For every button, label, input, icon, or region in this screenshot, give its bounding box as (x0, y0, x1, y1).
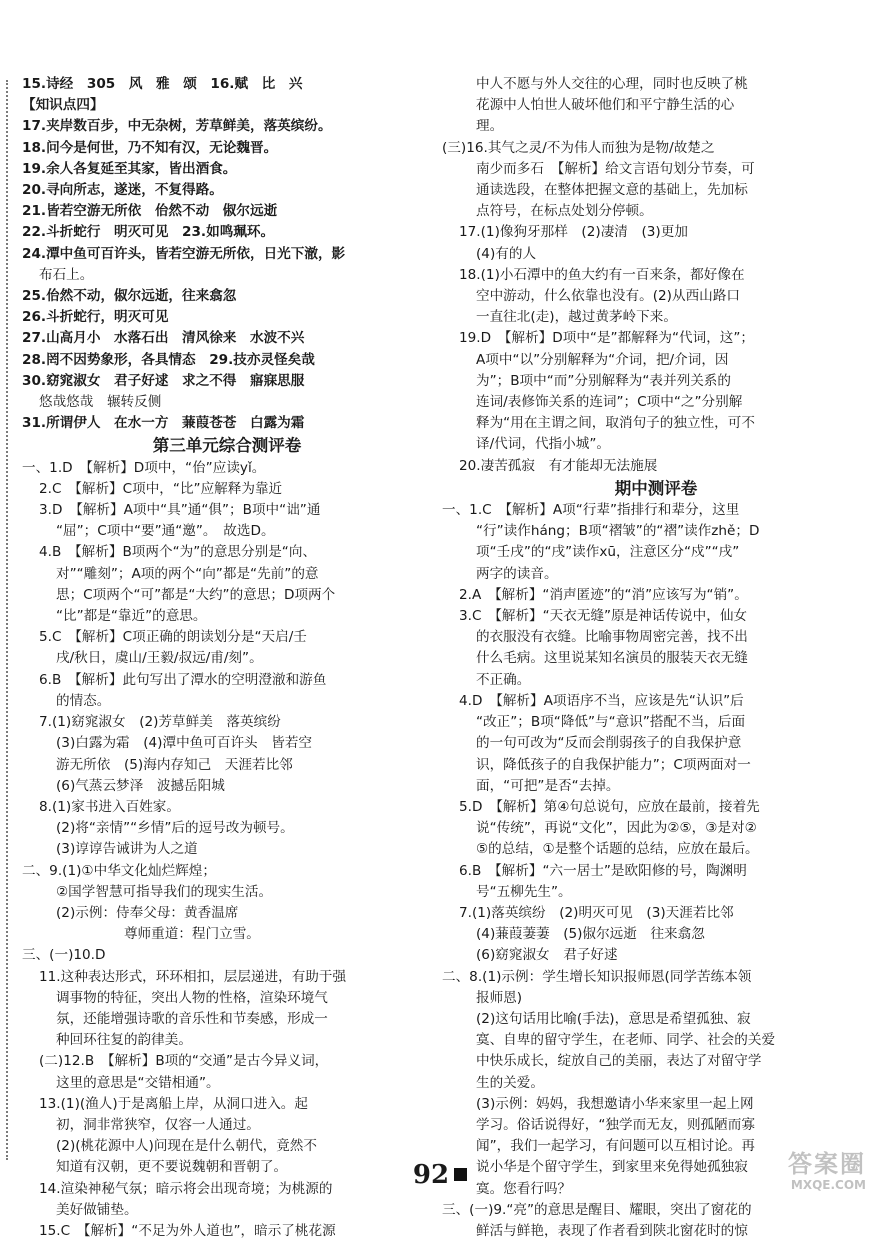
answer-line: 识，降低孩子的自我保护能力”；C项两面对一 (476, 756, 751, 773)
answer-line: 【知识点四】 (22, 97, 104, 114)
answer-line: 30.窈窕淑女 君子好逑 求之不得 寤寐思服 (22, 372, 305, 389)
answer-line: 鲜活与鲜艳，表现了作者看到陕北窗花时的惊 (476, 1222, 748, 1239)
answer-line: 初，洞非常狭窄，仅容一人通过。 (56, 1116, 260, 1133)
answer-line: 美好做铺垫。 (56, 1201, 138, 1218)
answer-line: 19.D 【解析】D项中“是”都解释为“代词，这”； (459, 330, 755, 347)
answer-line: 22.斗折蛇行 明灭可见 23.如鸣珮环。 (22, 224, 275, 241)
answer-line: 说小华是个留守学生，到家里来免得她孤独寂 (476, 1159, 748, 1176)
answer-line: 18.(1)小石潭中的鱼大约有一百来条，都好像在 (459, 266, 745, 283)
answer-line: “改正”；B项“降低”与“意识”搭配不当，后面 (476, 714, 746, 731)
answer-line: 游无所依 (5)海内存知己 天涯若比邻 (56, 756, 293, 773)
answer-line: 二、8.(1)示例：学生增长知识报师恩(同学苦练本领 (442, 968, 752, 985)
watermark-url: MXQE.COM (790, 1178, 866, 1192)
answer-line: 31.所谓伊人 在水一方 蒹葭苍苍 白露为霜 (22, 415, 305, 432)
answer-line: 两字的读音。 (476, 565, 558, 582)
answer-line: 三、(一)10.D (22, 947, 106, 964)
answer-line: 寞。您看行吗？ (476, 1180, 572, 1197)
page-number: 92 (412, 1160, 450, 1190)
answer-line: “屈”；C项中“要”通“邀”。 故选D。 (56, 523, 275, 540)
answer-line: 一、1.D 【解析】D项中，“佁”应读yǐ。 (22, 459, 266, 476)
answer-line: 6.B 【解析】此句写出了潭水的空明澄澈和游鱼 (39, 671, 327, 688)
answer-line: 13.(1)(渔人)于是离船上岸，从洞口进入。起 (39, 1095, 308, 1112)
answer-line: 14.渲染神秘气氛；暗示将会出现奇境；为桃源的 (39, 1180, 333, 1197)
answer-line: 说“传统”，再说“文化”，因此为②⑤，③是对② (476, 820, 757, 837)
answer-line: 南少而多石 【解析】给文言语句划分节奏，可 (476, 160, 755, 177)
answer-line: ⑤的总结，①是整个话题的总结，应放在最后。 (476, 841, 759, 858)
answer-line: 寞、自卑的留守学生，在老师、同学、社会的关爱 (476, 1032, 776, 1049)
answer-line: 释为“用在主谓之间，取消句子的独立性，可不 (476, 415, 755, 432)
answer-line: (6)气蒸云梦泽 波撼岳阳城 (56, 777, 225, 794)
answer-line: 闻”，我们一起学习，有问题可以互相讨论。再 (476, 1138, 755, 1155)
answer-line: 布石上。 (39, 266, 94, 283)
answer-line: 27.山高月小 水落石出 清风徐来 水波不兴 (22, 330, 305, 347)
answer-line: 连词/表修饰关系的连词”；C项中“之”分别解 (476, 394, 743, 411)
answer-line: 20.凄苦孤寂 有才能却无法施展 (459, 457, 658, 474)
answer-line: 不正确。 (476, 671, 531, 688)
answer-line: 学习。俗话说得好，“独学而无友，则孤陋而寡 (476, 1116, 755, 1133)
answer-line: “行”读作háng；B项“褶皱”的“褶”读作zhě；D (476, 523, 760, 540)
answer-line: 知道有汉朝，更不要说魏朝和晋朝了。 (56, 1159, 288, 1176)
binding-dotted-line (6, 80, 8, 1160)
watermark (716, 1150, 866, 1196)
answer-line: 6.B 【解析】“六一居士”是欧阳修的号，陶渊明 (459, 862, 747, 879)
answer-line: 戌/秋日，虞山/王毅/叔远/甫/刻”。 (56, 650, 263, 667)
section-heading: 期中测评卷 (614, 478, 698, 498)
answer-line: 19.余人各复延至其家，皆出酒食。 (22, 160, 237, 177)
answer-line: 的一句可改为“反而会削弱孩子的自我保护意 (476, 735, 742, 752)
answer-line: (6)窈窕淑女 君子好逑 (476, 947, 618, 964)
answer-line: 20.寻向所志，遂迷，不复得路。 (22, 182, 223, 199)
right-column (442, 74, 870, 1242)
answer-line: (4)有的人 (476, 245, 537, 262)
answer-line: 思；C项两个“可”都是“大约”的意思；D项两个 (56, 586, 336, 603)
answer-line: 2.A 【解析】“消声匿迹”的“消”应该写为“销”。 (459, 586, 748, 603)
answer-line: 生的关爱。 (476, 1074, 544, 1091)
answer-line: 一、1.C 【解析】A项“行辈”指排行和辈分，这里 (442, 502, 740, 519)
answer-line: 二、9.(1)①中华文化灿烂辉煌； (22, 862, 216, 879)
answer-line: 氛，还能增强诗歌的音乐性和节奏感，形成一 (56, 1010, 328, 1027)
answer-line: (2)将“亲情”“乡情”后的逗号改为顿号。 (56, 820, 294, 837)
answer-line: 26.斗折蛇行，明灭可见 (22, 309, 169, 326)
answer-line: 2.C 【解析】C项中，“比”应解释为靠近 (39, 480, 283, 497)
answer-line: 28.罔不因势象形，各具情态 29.技亦灵怪矣哉 (22, 351, 315, 368)
answer-line: 7.(1)窈窕淑女 (2)芳草鲜美 落英缤纷 (39, 714, 281, 731)
answer-line: 3.C 【解析】“天衣无缝”原是神话传说中，仙女 (459, 608, 748, 625)
answer-line: A项中“以”分别解释为“介词，把/介词，因 (476, 351, 729, 368)
answer-line: 点符号，在标点处划分停顿。 (476, 203, 653, 220)
answer-line: 这里的意思是“交错相通”。 (56, 1074, 220, 1091)
answer-line: 理。 (476, 118, 504, 135)
answer-line: 18.问今是何世，乃不知有汉，无论魏晋。 (22, 139, 278, 156)
answer-line: 3.D 【解析】A项中“具”通“俱”；B项中“诎”通 (39, 502, 321, 519)
answer-line: 15.诗经 305 风 雅 颂 16.赋 比 兴 (22, 76, 303, 92)
answer-line: (二)12.B 【解析】B项的“交通”是古今异义词， (39, 1053, 329, 1070)
answer-line: 通读选段，在整体把握文意的基础上，先加标 (476, 182, 748, 199)
answer-line: “比”都是“靠近”的意思。 (56, 608, 207, 625)
answer-line: 项“壬戌”的“戌”读作xū，注意区分“戍”“戌” (476, 544, 740, 561)
answer-line: 尊师重道：程门立雪。 (56, 926, 260, 943)
answer-line: (2)示例：侍奉父母：黄香温席 (56, 904, 239, 921)
square-marker-icon (454, 1168, 467, 1181)
answer-line: 种回环往复的韵律美。 (56, 1032, 192, 1049)
answer-line: 面，“可把”是否“去掉。 (476, 777, 620, 794)
answer-line: (2)这句话用比喻(手法)，意思是希望孤独、寂 (476, 1010, 751, 1027)
answer-line: 11.这种表达形式，环环相扣，层层递进，有助于强 (39, 968, 347, 985)
answer-line: (2)(桃花源中人)问现在是什么朝代，竟然不 (56, 1138, 317, 1155)
answer-line: 中快乐成长，绽放自己的美丽，表达了对留守学 (476, 1053, 762, 1070)
answer-line: 4.D 【解析】A项语序不当，应该是先“认识”后 (459, 692, 744, 709)
answer-line: 的衣服没有衣缝。比喻事物周密完善，找不出 (476, 629, 748, 646)
answer-line: 对”“雕刻”；A项的两个“向”都是“先前”的意 (56, 565, 319, 582)
answer-line: (4)蒹葭萋萋 (5)俶尔远逝 往来翕忽 (476, 926, 705, 943)
answer-line: 调事物的特征，突出人物的性格，渲染环境气 (56, 989, 328, 1006)
answer-line: 15.C 【解析】“不足为外人道也”，暗示了桃花源 (39, 1222, 336, 1239)
section-heading: 第三单元综合测评卷 (152, 436, 302, 456)
answer-line: 25.佁然不动，俶尔远逝，往来翕忽 (22, 288, 237, 305)
answer-line: 4.B 【解析】B项两个“为”的意思分别是“向、 (39, 544, 317, 561)
answer-line: 17.夹岸数百步，中无杂树，芳草鲜美，落英缤纷。 (22, 118, 332, 135)
answer-line: 8.(1)家书进入百姓家。 (39, 798, 180, 815)
answer-line: 21.皆若空游无所依 佁然不动 俶尔远逝 (22, 203, 278, 220)
answer-line: 5.C 【解析】C项正确的朗读划分是“天启/壬 (39, 629, 307, 646)
answer-line: 报师恩) (476, 989, 523, 1006)
answer-line: 花源中人怕世人破坏他们和平宁静生活的心 (476, 97, 735, 114)
answer-line: 空中游动，什么依靠也没有。(2)从西山路口 (476, 288, 740, 305)
answer-line: ②国学智慧可指导我们的现实生活。 (56, 883, 273, 900)
answer-line: 什么毛病。这里说某知名演员的服装天衣无缝 (476, 650, 748, 667)
answer-line: (3)谆谆告诫讲为人之道 (56, 841, 198, 858)
answer-line: 的情态。 (56, 692, 111, 709)
answer-line: (三)16.其气之灵/不为伟人而独为是物/故楚之 (442, 139, 715, 156)
answer-line: (3)白露为霜 (4)潭中鱼可百许头 皆若空 (56, 735, 313, 752)
answer-line: 悠哉悠哉 辗转反侧 (39, 394, 162, 411)
answer-line: 译/代词，代指小城”。 (476, 436, 610, 453)
answer-line: 中人不愿与外人交往的心理，同时也反映了桃 (476, 76, 748, 92)
left-column (22, 74, 432, 1242)
answer-line: 号“五柳先生”。 (476, 883, 572, 900)
answer-line: 5.D 【解析】第④句总说句，应放在最前，接着先 (459, 798, 760, 815)
answer-line: 一直往北(走)，越过黄茅岭下来。 (476, 309, 677, 326)
answer-line: 24.潭中鱼可百许头，皆若空游无所依，日光下澈，影 (22, 245, 346, 262)
watermark-logo: 答案圈 (788, 1150, 866, 1178)
answer-line: 三、(一)9.“亮”的意思是醒目、耀眼，突出了窗花的 (442, 1201, 752, 1218)
answer-line: (3)示例：妈妈，我想邀请小华来家里一起上网 (476, 1095, 754, 1112)
answer-line: 为”；B项中“而”分别解释为“表并列关系的 (476, 372, 731, 389)
answer-line: 17.(1)像狗牙那样 (2)凄清 (3)更加 (459, 224, 688, 241)
answer-line: 7.(1)落英缤纷 (2)明灭可见 (3)天涯若比邻 (459, 904, 734, 921)
